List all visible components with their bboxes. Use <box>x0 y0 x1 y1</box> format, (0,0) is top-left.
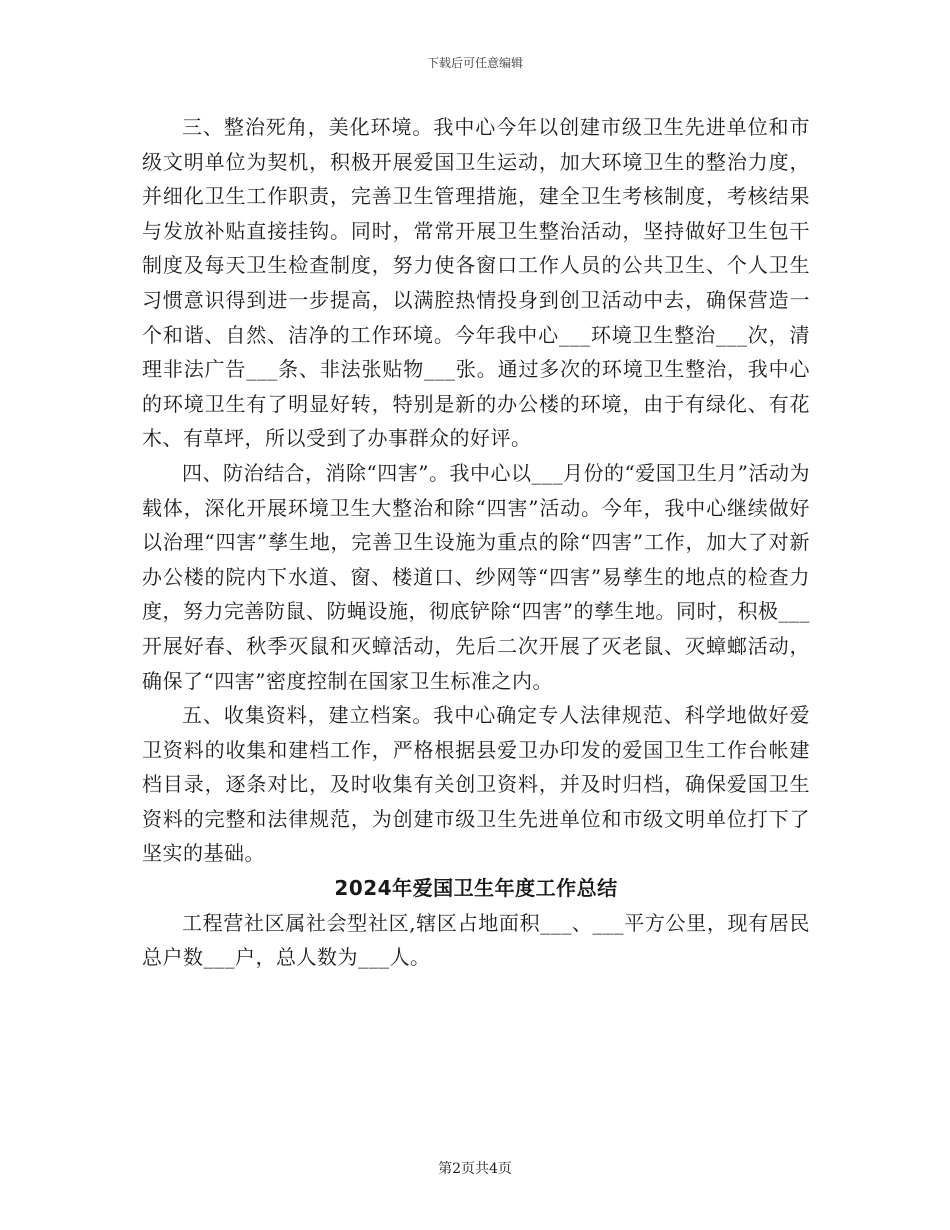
paragraph-section-three: 三、整治死角，美化环境。我中心今年以创建市级卫生先进单位和市级文明单位为契机，积极开展爱国卫生运动，加大环境卫生的整治力度，并细化卫生工作职责，完善卫生管理措施，建全卫生考核制度，考核结果与发放补贴直接挂钩。同时，常常开展卫生整治活动，坚持做好卫生包干制度及每天卫生检查制度，努力使各窗口工作人员的公共卫生、个人卫生习惯意识得到进一步提高，以满腔热情投身到创卫活动中去，确保营造一个和谐、自然、洁净的工作环境。今年我中心___环境卫生整治___次，清理非法广告___条、非法张贴物___张。通过多次的环境卫生整治，我中心的环境卫生有了明显好转，特别是新的办公楼的环境，由于有绿化、有花木、有草坪，所以受到了办事群众的好评。 <box>142 115 810 451</box>
document-body <box>142 110 810 975</box>
section-title: 2024年爱国卫生年度工作总结 <box>334 876 618 901</box>
paragraph-section-four: 四、防治结合，消除“四害”。我中心以___月份的“爱国卫生月”活动为载体，深化开展环境卫生大整治和除“四害”活动。今年，我中心继续做好以治理“四害”孳生地，完善卫生设施为重点的除“四害”工作，加大了对新办公楼的院内下水道、窗、楼道口、纱网等“四害”易孳生的地点的检查力度，努力完善防鼠、防蝇设施，彻底铲除“四害”的孳生地。同时，积极___开展好春、秋季灭鼠和灭蟑活动，先后二次开展了灭老鼠、灭蟑螂活动，确保了“四害”密度控制在国家卫生标准之内。 <box>142 460 810 693</box>
paragraph-intro: 工程营社区属社会型社区,辖区占地面积___、___平方公里，现有居民总户数___户，总人数为___人。 <box>142 910 810 970</box>
page-header-note: 下载后可任意编辑 <box>426 56 523 70</box>
page-number: 第2页共4页 <box>438 1161 512 1177</box>
paragraph-section-five: 五、收集资料，建立档案。我中心确定专人法律规范、科学地做好爱卫资料的收集和建档工作，严格根据县爱卫办印发的爱国卫生工作台帐建档目录，逐条对比，及时收集有关创卫资料，并及时归档，确保爱国卫生资料的完整和法律规范，为创建市级卫生先进单位和市级文明单位打下了坚实的基础。 <box>142 703 810 866</box>
